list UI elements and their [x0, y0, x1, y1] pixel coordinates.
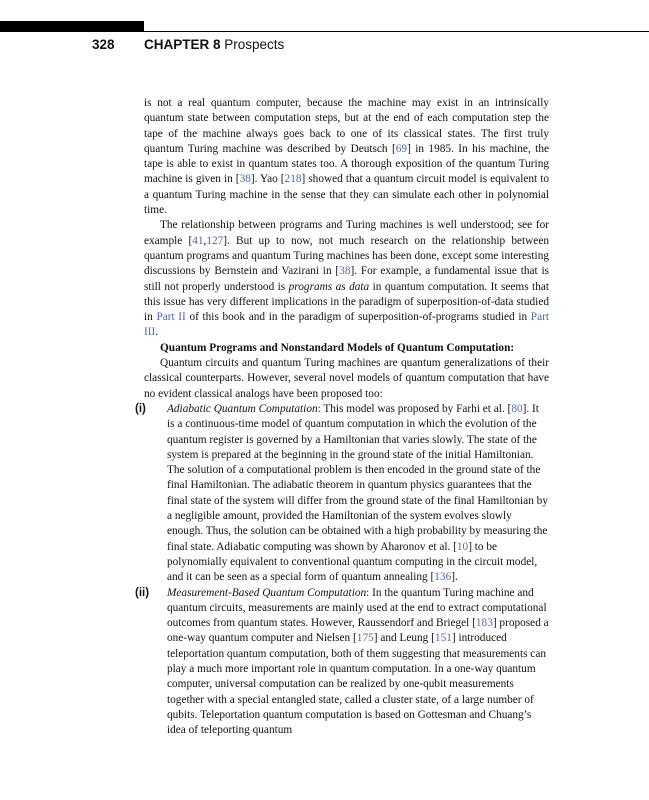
- chapter-title: Prospects: [224, 37, 285, 52]
- citation-link[interactable]: 218: [284, 173, 302, 186]
- citation-link[interactable]: 127: [206, 234, 224, 247]
- citation-link[interactable]: 69: [395, 142, 408, 155]
- list-item: (i) Adiabatic Quantum Computation: This model was proposed by Farhi et al. [80]. It is a continuous-time model of quantum computation in which the evolution of the quantum register is governed by a Hamiltonian that varies slowly. The state of the system is prepared at the beginning in the ground state of the initial Hamiltonian. The solution of a computational problem is then encoded in the ground state of the final Hamiltonian. The adiabatic theorem in quantum physics guarantees that the final state of the system will differ from the ground state of the final Hamiltonian by a negligible amount, provided the Hamiltonian of the system evolves slowly enough. Thus, the solution can be obtained with a high probability by measuring the final state. Adiabatic computing was shown by Aharonov et al. [10] to be polynomially equivalent to conventional quantum computing in the circuit model, and it can be seen as a special form of quantum annealing [136].: [135, 402, 548, 584]
- list-marker: (ii): [135, 586, 150, 599]
- part-link[interactable]: Part II: [156, 311, 186, 324]
- models-list: [135, 402, 549, 739]
- citation-link[interactable]: 38: [239, 173, 251, 186]
- chapter-heading: [144, 37, 284, 52]
- page-number: 328: [92, 37, 115, 52]
- list-marker: (i): [135, 402, 146, 415]
- list-item: (ii) Measurement-Based Quantum Computation: In the quantum Turing machine and quantum circuits, measurements are mainly used at the end to extract computational outcomes from quantum states. However, Raussendorf and Briegel [183] proposed a one-way quantum computer and Nielsen [175] and Leung [151] introduced teleportation quantum computation, both of them suggesting that measurements can play a much more important role in quantum computation. In a one-way quantum computer, universal computation can be realized by one-qubit measurements together with a special entangled state, called a cluster state, of a large number of qubits. Teleportation quantum computation is based on Gottesman and Chuang’s idea of teleporting quantum: [135, 586, 549, 737]
- citation-link[interactable]: 10: [456, 540, 469, 553]
- citation-link[interactable]: 151: [434, 632, 452, 645]
- page-body: [135, 96, 549, 738]
- section-heading: Quantum Programs and Nonstandard Models of Quantum Computation:: [160, 341, 515, 354]
- item-title: Adiabatic Quantum Computation: [167, 402, 318, 415]
- citation-link[interactable]: 38: [339, 265, 351, 278]
- citation-link[interactable]: 175: [356, 632, 374, 645]
- paragraph-3: Quantum circuits and quantum Turing machines are quantum generalizations of their classical counterparts. However, several novel models of quantum computation that have no evident classical analogs have been proposed too:: [144, 357, 549, 400]
- chapter-label: CHAPTER 8: [144, 37, 221, 52]
- running-header: [0, 35, 649, 55]
- citation-link[interactable]: 80: [511, 402, 523, 415]
- paragraph-2: The relationship between programs and Turing machines is well understood; see for example [41,127]. But up to now, not much research on the relationship between quantum programs and quantum Turing machines has been done, except some interesting discussions by Bernstein and Vazirani in [38]. For example, a fundamental issue that is still not properly understood is programs as data in quantum computation. It seems that this issue has very different implications in the paradigm of superposition-of-data studied in Part II of this book and in the paradigm of superposition-of-programs studied in Part III.: [144, 219, 549, 339]
- item-title: Measurement-Based Quantum Computation: [167, 586, 367, 599]
- citation-link[interactable]: 136: [434, 571, 452, 584]
- header-bar: [0, 21, 144, 32]
- citation-link[interactable]: 183: [475, 617, 493, 630]
- citation-link[interactable]: 41: [192, 234, 204, 247]
- header-rule: [144, 31, 649, 32]
- paragraph-1: is not a real quantum computer, because the machine may exist in an intrinsically quantum state between computation steps, but at the end of each computation step the tape of the machine always goes back to one of its classical states. The first truly quantum Turing machine was described by Deutsch [69] in 1985. In his machine, the tape is able to exist in quantum states too. A thorough exposition of the quantum Turing machine is given in [38]. Yao [218] showed that a quantum circuit model is equivalent to a quantum Turing machine in the sense that they can simulate each other in polynomial time.: [144, 97, 549, 217]
- part-link[interactable]: Part III: [144, 311, 549, 339]
- emphasis-text: programs as data: [288, 280, 370, 293]
